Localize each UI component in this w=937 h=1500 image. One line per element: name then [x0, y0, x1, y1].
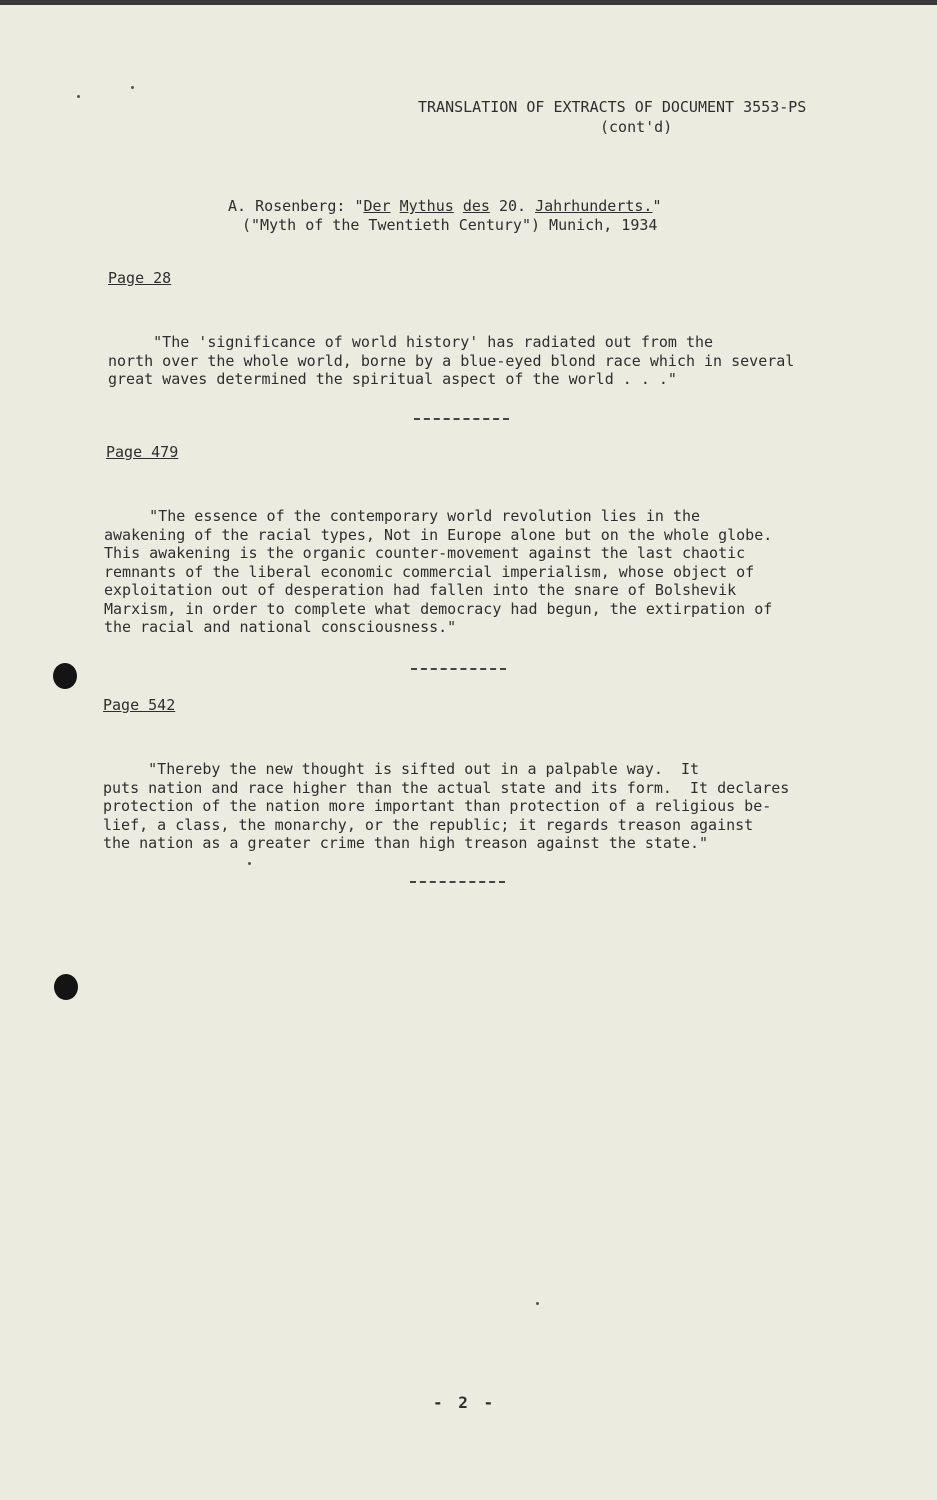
punch-hole-upper [53, 663, 77, 689]
section-divider [414, 418, 509, 420]
quote-line: "The essence of the contemporary world revolution lies in the [104, 507, 701, 525]
source-title-open-quote: " [354, 197, 364, 215]
paper-speck [131, 86, 134, 89]
quote-page-28 [108, 333, 794, 389]
quote-line: puts nation and race higher than the actual state and its form. It declares [103, 778, 790, 797]
punch-hole-lower [54, 974, 78, 1000]
section-divider [411, 668, 506, 670]
quote-line: Marxism, in order to complete what democracy had begun, the extirpation of [104, 599, 773, 618]
section-divider [410, 881, 505, 883]
source-title-word: Mythus [399, 197, 454, 215]
quote-line: north over the whole world, borne by a blue-eyed blond race which in several [108, 351, 795, 370]
source-translation-line: ("Myth of the Twentieth Century") Munich, 1934 [242, 216, 658, 234]
page-label-542: Page 542 [103, 696, 176, 714]
document-header [418, 97, 838, 137]
source-title-line [228, 197, 748, 216]
document-header-continued: (cont'd) [600, 118, 673, 136]
quote-line: "The 'significance of world history' has radiated out from the [108, 333, 714, 351]
source-citation [228, 197, 748, 235]
source-author: A. Rosenberg: [228, 197, 355, 215]
quote-line: This awakening is the organic counter-movement against the last chaotic [104, 544, 746, 562]
source-title-word: Jahrhunderts. [535, 197, 653, 215]
source-title-word: 20. [498, 197, 527, 215]
document-header-title: TRANSLATION OF EXTRACTS OF DOCUMENT 3553-PS [418, 98, 807, 116]
page-number: - 2 - [433, 1393, 497, 1412]
page-label-479: Page 479 [106, 443, 179, 461]
quote-line: the nation as a greater crime than high treason against the state." [103, 834, 709, 852]
quote-line: "Thereby the new thought is sifted out in a palpable way. It [103, 760, 700, 778]
quote-line: awakening of the racial types, Not in Europe alone but on the whole globe. [104, 525, 773, 544]
scan-top-edge [0, 0, 937, 5]
source-title-close-quote: " [652, 197, 662, 215]
source-title-word: Der [363, 197, 391, 215]
paper-speck [248, 862, 251, 865]
page-label-28: Page 28 [108, 269, 172, 287]
quote-line: protection of the nation more important than protection of a religious be- [103, 797, 772, 815]
quote-line: exploitation out of desperation had fallen into the snare of Bolshevik [104, 581, 737, 599]
quote-line: great waves determined the spiritual aspect of the world . . ." [108, 370, 677, 388]
quote-page-542 [103, 760, 789, 853]
source-title-word: des [462, 197, 490, 215]
quote-page-479 [104, 507, 772, 637]
paper-speck [77, 95, 80, 98]
quote-line: the racial and national consciousness." [104, 618, 457, 636]
paper-speck [536, 1302, 539, 1305]
quote-line: lief, a class, the monarchy, or the republic; it regards treason against [103, 815, 754, 834]
quote-line: remnants of the liberal economic commercial imperialism, whose object of [104, 562, 755, 581]
